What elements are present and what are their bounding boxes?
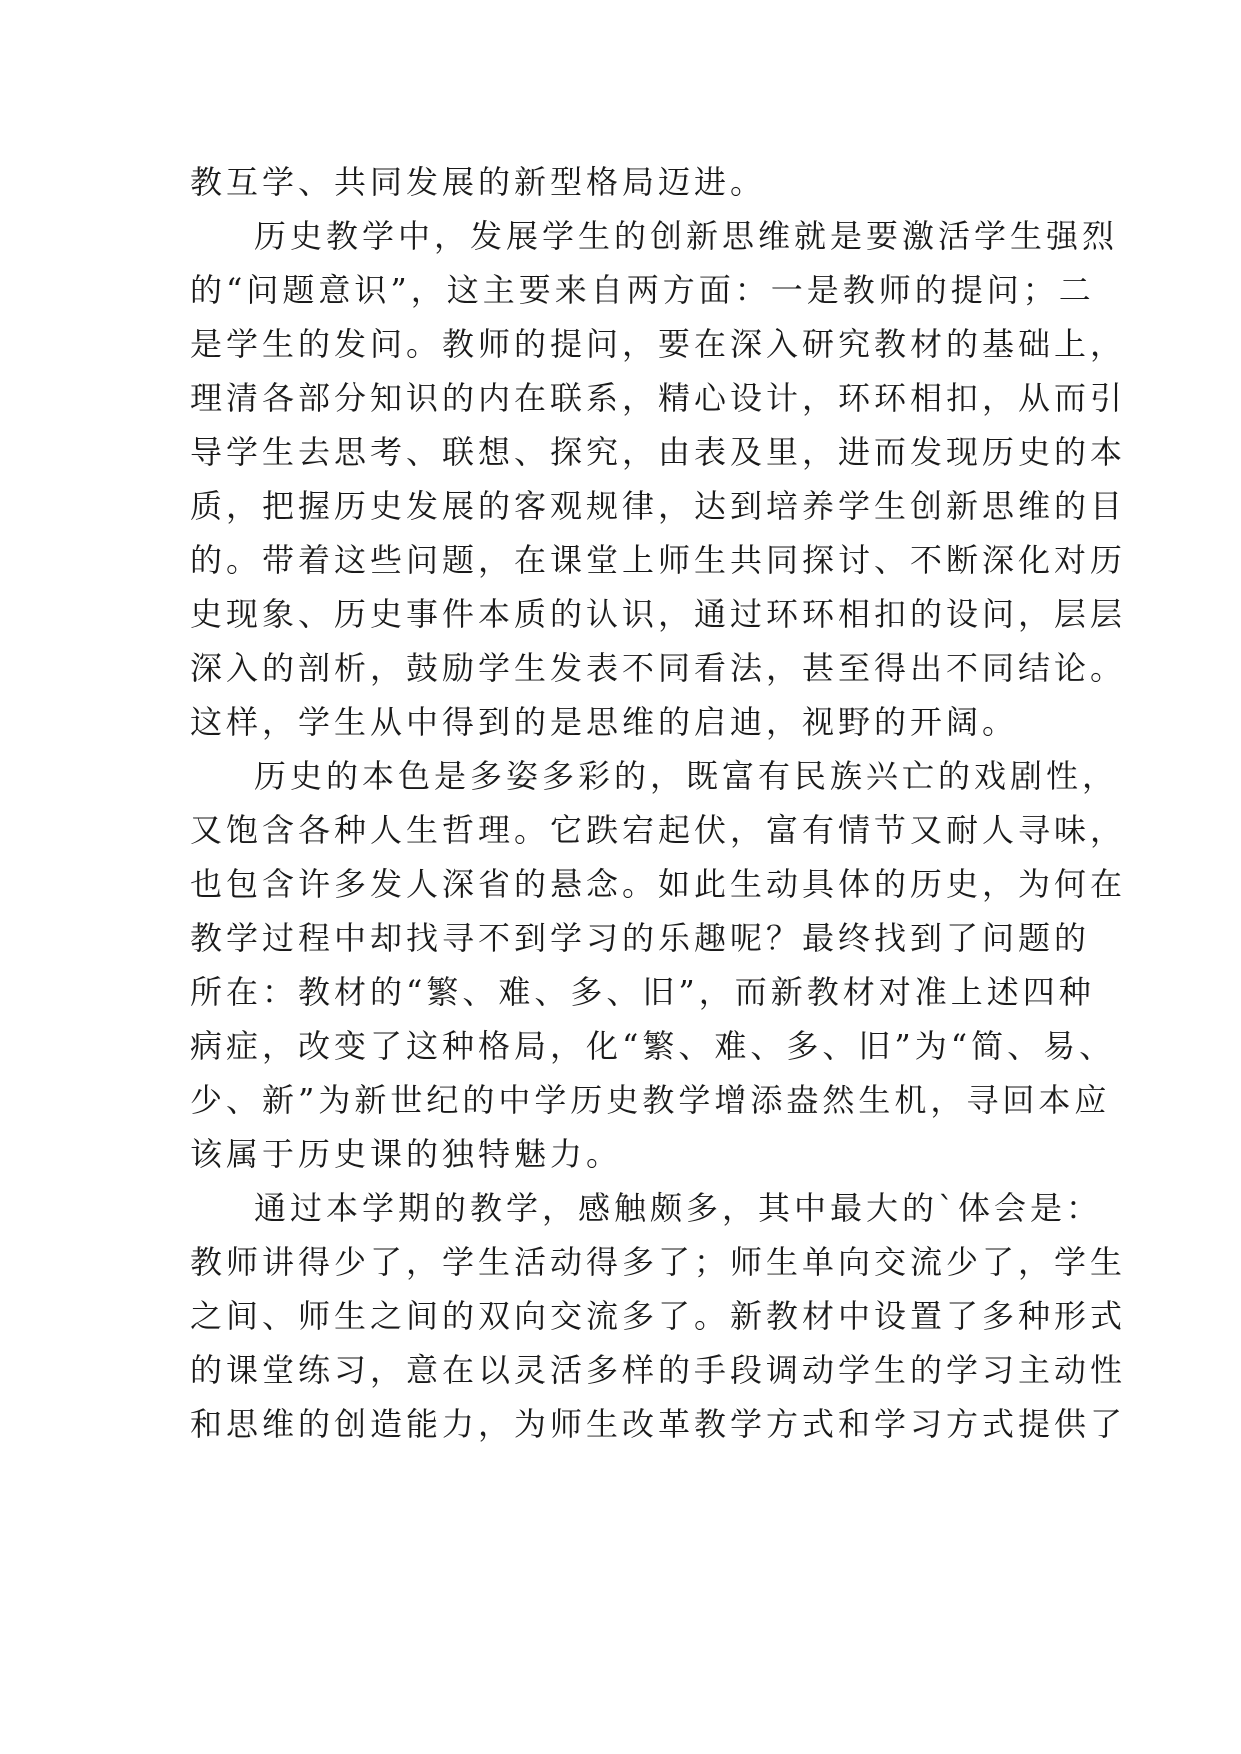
paragraph-line: 少、新”为新世纪的中学历史教学增添盎然生机，寻回本应: [190, 1081, 1111, 1119]
paragraph-line: 该属于历史课的独特魅力。: [190, 1135, 623, 1173]
paragraph-line: 病症，改变了这种格局，化“繁、难、多、旧”为“简、易、: [190, 1027, 1116, 1065]
paragraph-line: 又饱含各种人生哲理。它跌宕起伏，富有情节又耐人寻味，: [190, 811, 1127, 849]
paragraph-line: 的课堂练习，意在以灵活多样的手段调动学生的学习主动性: [190, 1351, 1127, 1389]
paragraph-line: 质，把握历史发展的客观规律，达到培养学生创新思维的目: [190, 487, 1127, 525]
paragraph-line: 教互学、共同发展的新型格局迈进。: [190, 163, 767, 201]
paragraph-line: 之间、师生之间的双向交流多了。新教材中设置了多种形式: [190, 1297, 1127, 1335]
paragraph-line: 教师讲得少了，学生活动得多了；师生单向交流少了，学生: [190, 1243, 1127, 1281]
paragraph-line: 的。带着这些问题，在课堂上师生共同探讨、不断深化对历: [190, 541, 1127, 579]
paragraph-line: 这样，学生从中得到的是思维的启迪，视野的开阔。: [190, 703, 1019, 741]
paragraph-line: 是学生的发问。教师的提问，要在深入研究教材的基础上，: [190, 325, 1127, 363]
paragraph-line: 导学生去思考、联想、探究，由表及里，进而发现历史的本: [190, 433, 1127, 471]
paragraph-line: 和思维的创造能力，为师生改革教学方式和学习方式提供了: [190, 1405, 1127, 1443]
paragraph-line: 深入的剖析，鼓励学生发表不同看法，甚至得出不同结论。: [190, 649, 1127, 687]
paragraph-line: 的“问题意识”，这主要来自两方面：一是教师的提问；二: [190, 271, 1095, 309]
paragraph-line: 所在：教材的“繁、难、多、旧”，而新教材对准上述四种: [190, 973, 1095, 1011]
paragraph-line: 通过本学期的教学，感触颇多，其中最大的`体会是：: [254, 1189, 1103, 1227]
paragraph-line: 理清各部分知识的内在联系，精心设计，环环相扣，从而引: [190, 379, 1127, 417]
paragraph-line: 历史教学中，发展学生的创新思维就是要激活学生强烈: [254, 217, 1119, 255]
paragraph-line: 史现象、历史事件本质的认识，通过环环相扣的设问，层层: [190, 595, 1127, 633]
paragraph-line: 历史的本色是多姿多彩的，既富有民族兴亡的戏剧性，: [254, 757, 1119, 795]
paragraph-line: 教学过程中却找寻不到学习的乐趣呢？最终找到了问题的: [190, 919, 1091, 957]
paragraph-line: 也包含许多发人深省的悬念。如此生动具体的历史，为何在: [190, 865, 1127, 903]
document-body: [190, 155, 1127, 1451]
